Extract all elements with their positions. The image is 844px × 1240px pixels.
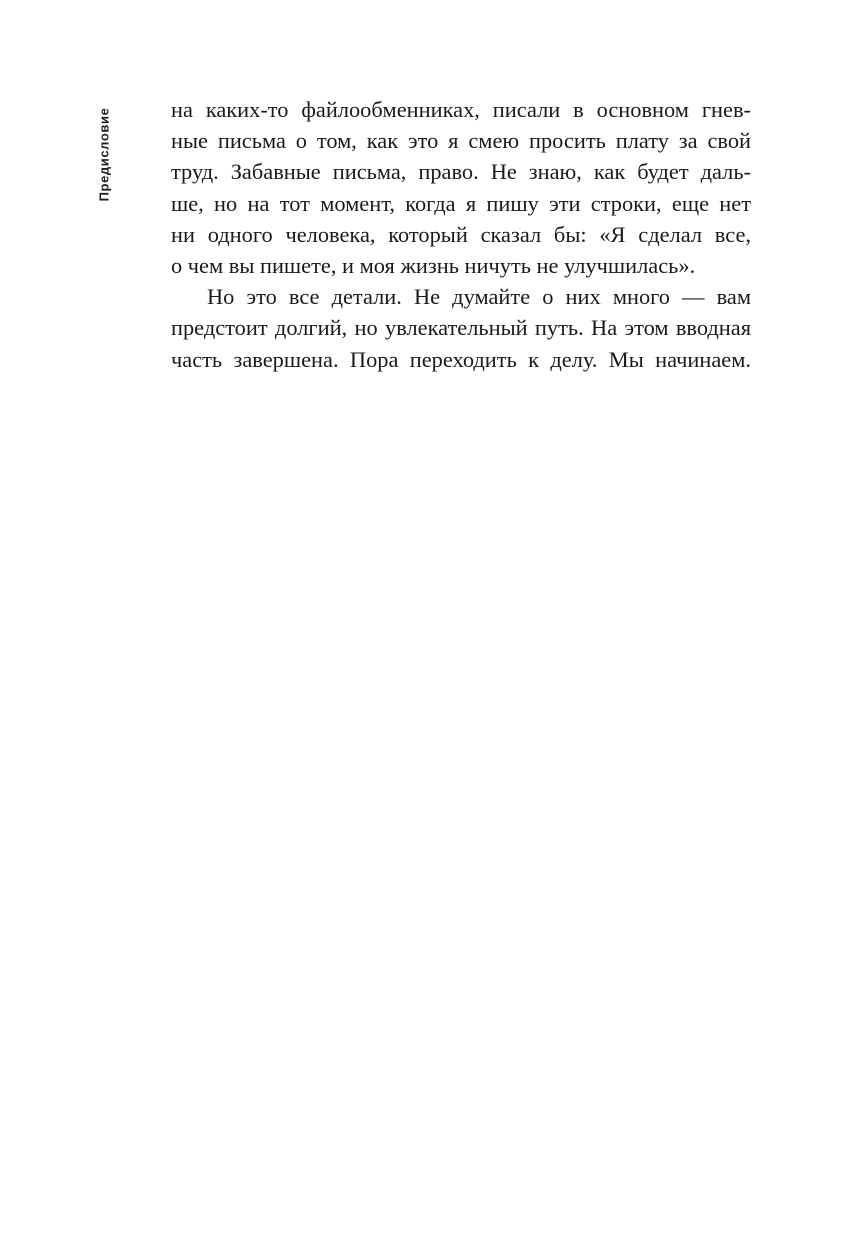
body-text [171,94,751,375]
paragraph-1 [171,94,751,281]
text-line: ные письма о том, как это я смею просить плату за свой [171,128,751,154]
running-head [94,98,114,210]
text-line: на каких-то файлообменниках, писали в основном гнев- [171,97,751,122]
text-line: труд. Забавные письма, право. Не знаю, как будет даль- [171,159,751,185]
text-line: ни одного человека, который сказал бы: «Я сделал все, [171,221,751,247]
running-head-text: Предисловие [96,107,112,201]
text-line: часть завершена. Пора переходить к делу. Мы начинаем. [171,346,751,372]
text-line: предстоит долгий, но увлекательный путь. На этом вводная [171,315,751,341]
text-line: о чем вы пишете, и моя жизнь ничуть не улучшилась». [171,252,696,278]
paragraph-2 [171,281,751,375]
text-line: ше, но на тот момент, когда я пишу эти строки, еще нет [171,190,751,216]
text-line: Но это все детали. Не думайте о них много — вам [207,284,751,310]
